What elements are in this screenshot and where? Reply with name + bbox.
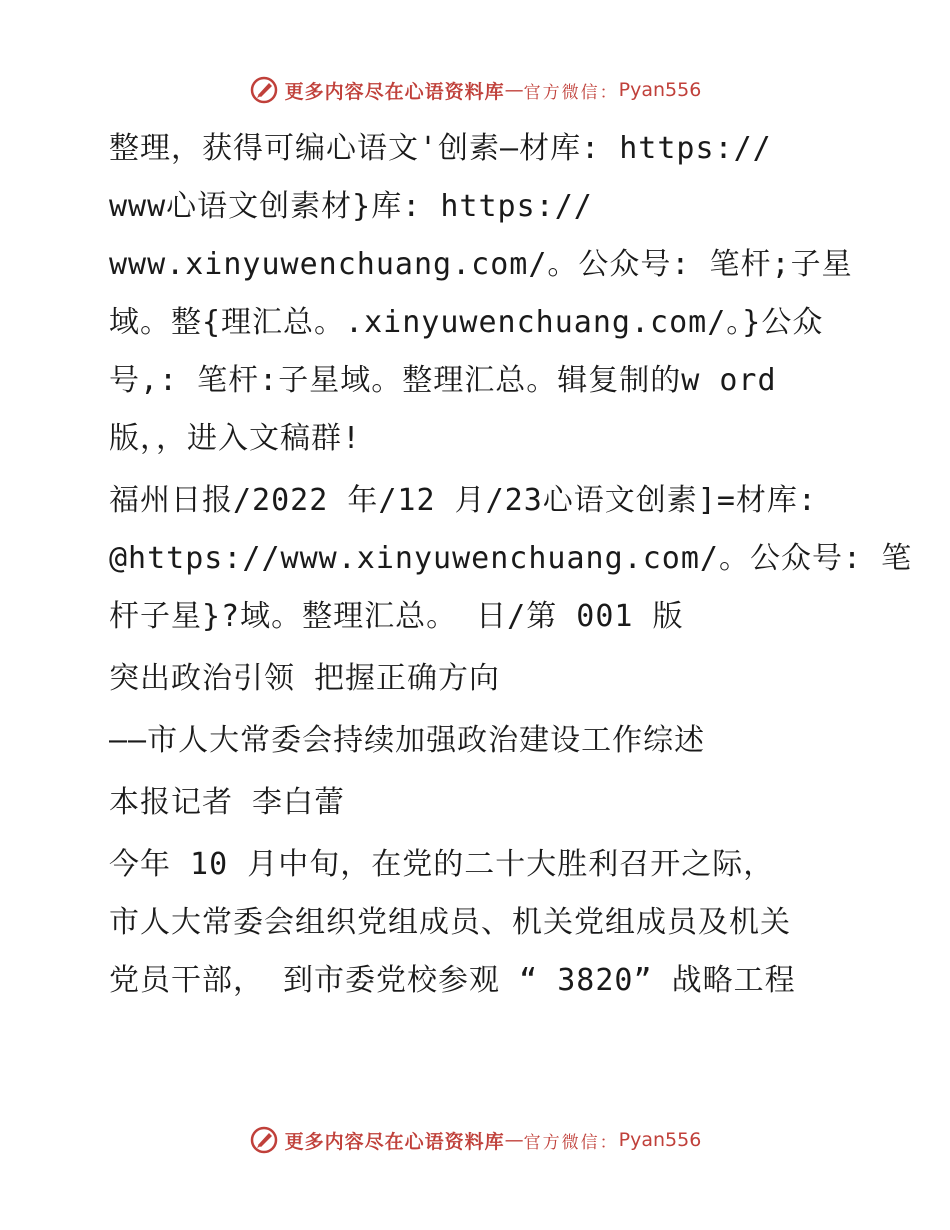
header-banner [0, 70, 950, 110]
text-line: www.xinyuwenchuang.com/。公众号: 笔杆;子星 [109, 247, 853, 282]
document-body [97, 120, 913, 1014]
banner-main-text: 更多内容尽在心语资料库 [284, 1130, 505, 1153]
text-line: 福州日报/2022 年/12 月/23心语文创素]=材库: [109, 483, 817, 518]
text-line: 党员干部， 到市委党校参观 “ 3820” 战略工程 [109, 963, 796, 998]
body-paragraph [97, 836, 857, 1010]
text-line: 域。整{理汇总。.xinyuwenchuang.com/。}公众 [109, 305, 824, 340]
article-byline [97, 774, 857, 832]
subtitle-line: ——市人大常委会持续加强政治建设工作综述 [109, 723, 706, 758]
source-paragraph [97, 472, 913, 646]
article-subtitle [97, 712, 857, 770]
banner-main-text: 更多内容尽在心语资料库 [284, 80, 505, 103]
text-line: 今年 10 月中旬，在党的二十大胜利召开之际， [109, 847, 775, 882]
banner-wechat-id: Pyan556 [618, 79, 702, 101]
text-line: www心语文创素材}库: https:// [109, 189, 593, 224]
text-line: 市人大常委会组织党组成员、机关党组成员及机关 [109, 905, 791, 940]
article-title [97, 650, 857, 708]
banner-separator: — [504, 1129, 524, 1151]
banner-wechat-id: Pyan556 [618, 1129, 702, 1151]
intro-paragraph [97, 120, 857, 468]
text-line: @https://www.xinyuwenchuang.com/。公众号: 笔 [109, 541, 913, 576]
banner-wechat-label: 官方微信： [523, 1132, 619, 1153]
banner-wechat-label: 官方微信： [523, 82, 619, 103]
banner-separator: — [504, 79, 524, 101]
title-line: 突出政治引领 把握正确方向 [109, 661, 501, 696]
text-line: 版，，进入文稿群! [109, 421, 362, 456]
library-logo-icon [249, 1125, 279, 1155]
text-line: 整理，获得可编心语文'创素—材库: https:// [109, 131, 772, 166]
text-line: 杆子星}?域。整理汇总。 日/第 001 版 [109, 599, 684, 634]
byline-line: 本报记者 李白蕾 [109, 785, 346, 820]
footer-banner [0, 1120, 950, 1160]
text-line: 号,: 笔杆:子星域。整理汇总。辑复制的w ord [109, 363, 777, 398]
library-logo-icon [249, 75, 279, 105]
